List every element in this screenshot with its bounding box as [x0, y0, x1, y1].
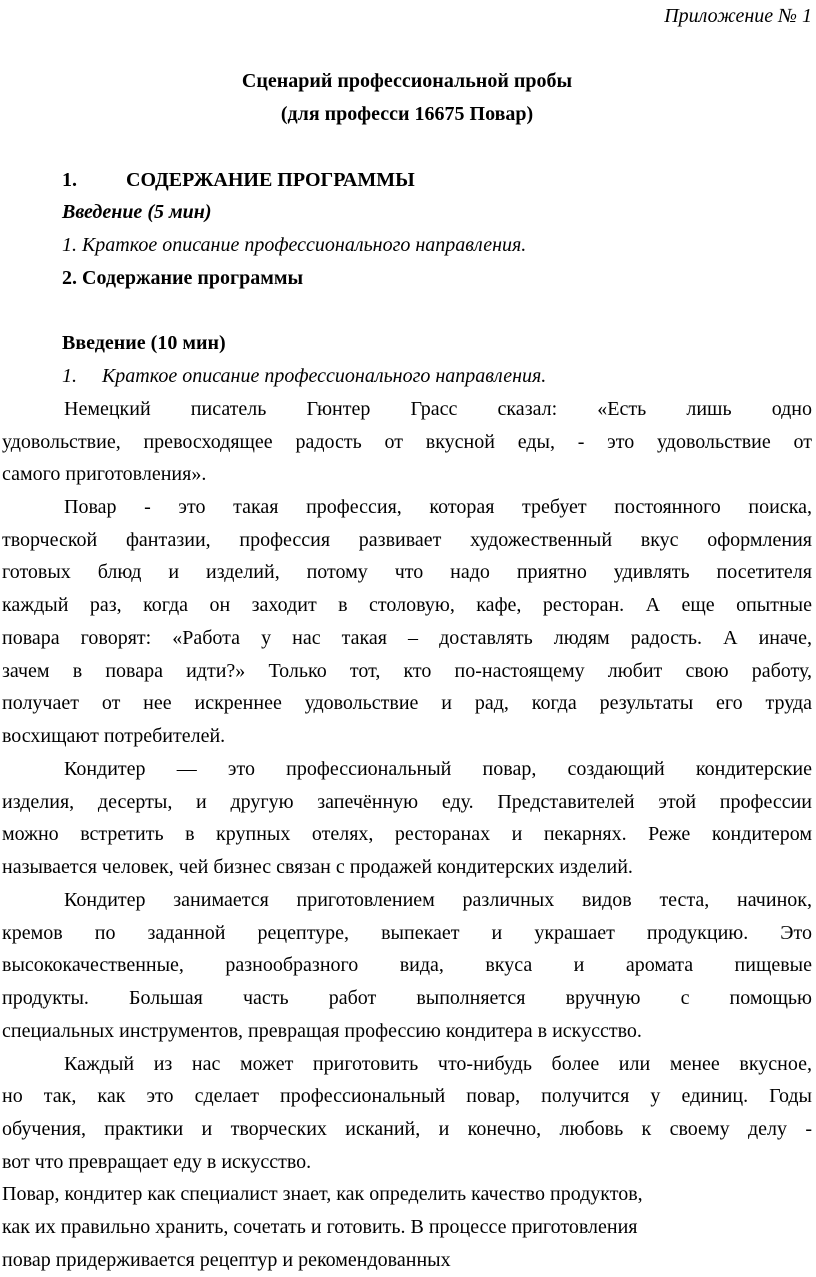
section-2-heading: 2. Содержание программы	[62, 266, 304, 289]
text-line: специальных инструментов, превращая профессию кондитера в искусство.	[2, 1019, 642, 1042]
paragraph-confectioner	[2, 753, 812, 884]
text-line: Каждый из нас может приготовить что-нибудь более или менее вкусное,	[64, 1052, 812, 1075]
paragraph-quote	[2, 393, 812, 491]
text-line: самого приготовления».	[2, 463, 207, 486]
paragraph-cook	[2, 491, 812, 753]
text-line: называется человек, чей бизнес связан с продажей кондитерских изделий.	[2, 856, 633, 879]
section-1-heading	[2, 164, 812, 197]
appendix-label: Приложение № 1	[664, 5, 812, 27]
document-title: Сценарий профессиональной пробы	[241, 70, 573, 93]
text-line: как их правильно хранить, сочетать и готовить. В процессе приготовления	[2, 1216, 638, 1239]
text-line: Немецкий писатель Гюнтер Грасс сказал: «Есть лишь одно	[64, 397, 812, 420]
text-line: продукты. Большая часть работ выполняется вручную с помощью	[2, 987, 812, 1010]
spacer	[2, 33, 812, 66]
document-subtitle: (для професси 16675 Повар)	[280, 103, 534, 126]
text-line: готовых блюд и изделий, потому что надо приятно удивлять посетителя	[2, 561, 812, 584]
text-line: Повар - это такая профессия, которая требует постоянного поиска,	[64, 496, 812, 519]
text-line: повара говорят: «Работа у нас такая – доставлять людям радость. А иначе,	[2, 626, 812, 649]
text-line: Кондитер занимается приготовлением различных видов теста, начинок,	[64, 888, 812, 911]
text-line: зачем в повара идти?» Только тот, кто по-настоящему любит свою работу,	[2, 659, 812, 682]
text-line: восхищают потребителей.	[2, 725, 226, 748]
text-line: но так, как это сделает профессиональный повар, получится у единиц. Годы	[2, 1085, 812, 1108]
text-line: получает от нее искреннее удовольствие и рад, когда результаты его труда	[2, 692, 812, 715]
intro-5-heading: Введение (5 мин)	[62, 201, 212, 224]
paragraph-specialist	[2, 1178, 812, 1276]
paragraph-confectioner-work	[2, 884, 812, 1048]
section-1-number: 1.	[62, 168, 77, 191]
text-line: творческой фантазии, профессия развивает художественный вкус оформления	[2, 528, 812, 551]
text-line: Повар, кондитер как специалист знает, как определить качество продуктов,	[2, 1183, 643, 1206]
text-line: повар придерживается рецептур и рекомендованных	[2, 1248, 451, 1271]
text-line: изделия, десерты, и другую запечённую еду. Представителей этой профессии	[2, 790, 812, 813]
text-line: высококачественные, разнообразного вида, вкуса и аромата пищевые	[2, 954, 812, 977]
intro-10-item-number: 1.	[62, 365, 77, 388]
section-1-title: СОДЕРЖАНИЕ ПРОГРАММЫ	[126, 168, 415, 191]
text-line: Кондитер — это профессиональный повар, создающий кондитерские	[64, 757, 812, 780]
intro-10-heading: Введение (10 мин)	[62, 332, 226, 355]
text-line: кремов по заданной рецептуре, выпекает и украшает продукцию. Это	[2, 921, 812, 944]
spacer	[2, 131, 812, 164]
intro-10-item	[2, 360, 812, 393]
text-line: можно встретить в крупных отелях, ресторанах и пекарнях. Реже кондитером	[2, 823, 812, 846]
text-line: каждый раз, когда он заходит в столовую, кафе, ресторан. А еще опытные	[2, 594, 812, 617]
intro-5-item: 1. Краткое описание профессионального направления.	[62, 234, 527, 257]
text-line: вот что превращает еду в искусство.	[2, 1150, 312, 1173]
paragraph-everyone	[2, 1048, 812, 1179]
intro-10-item-text: Краткое описание профессионального направления.	[102, 365, 547, 388]
text-line: обучения, практики и творческих исканий, и конечно, любовь к своему делу -	[2, 1117, 812, 1140]
spacer	[2, 295, 812, 328]
text-line: удовольствие, превосходящее радость от вкусной еды, - это удовольствие от	[2, 430, 812, 453]
